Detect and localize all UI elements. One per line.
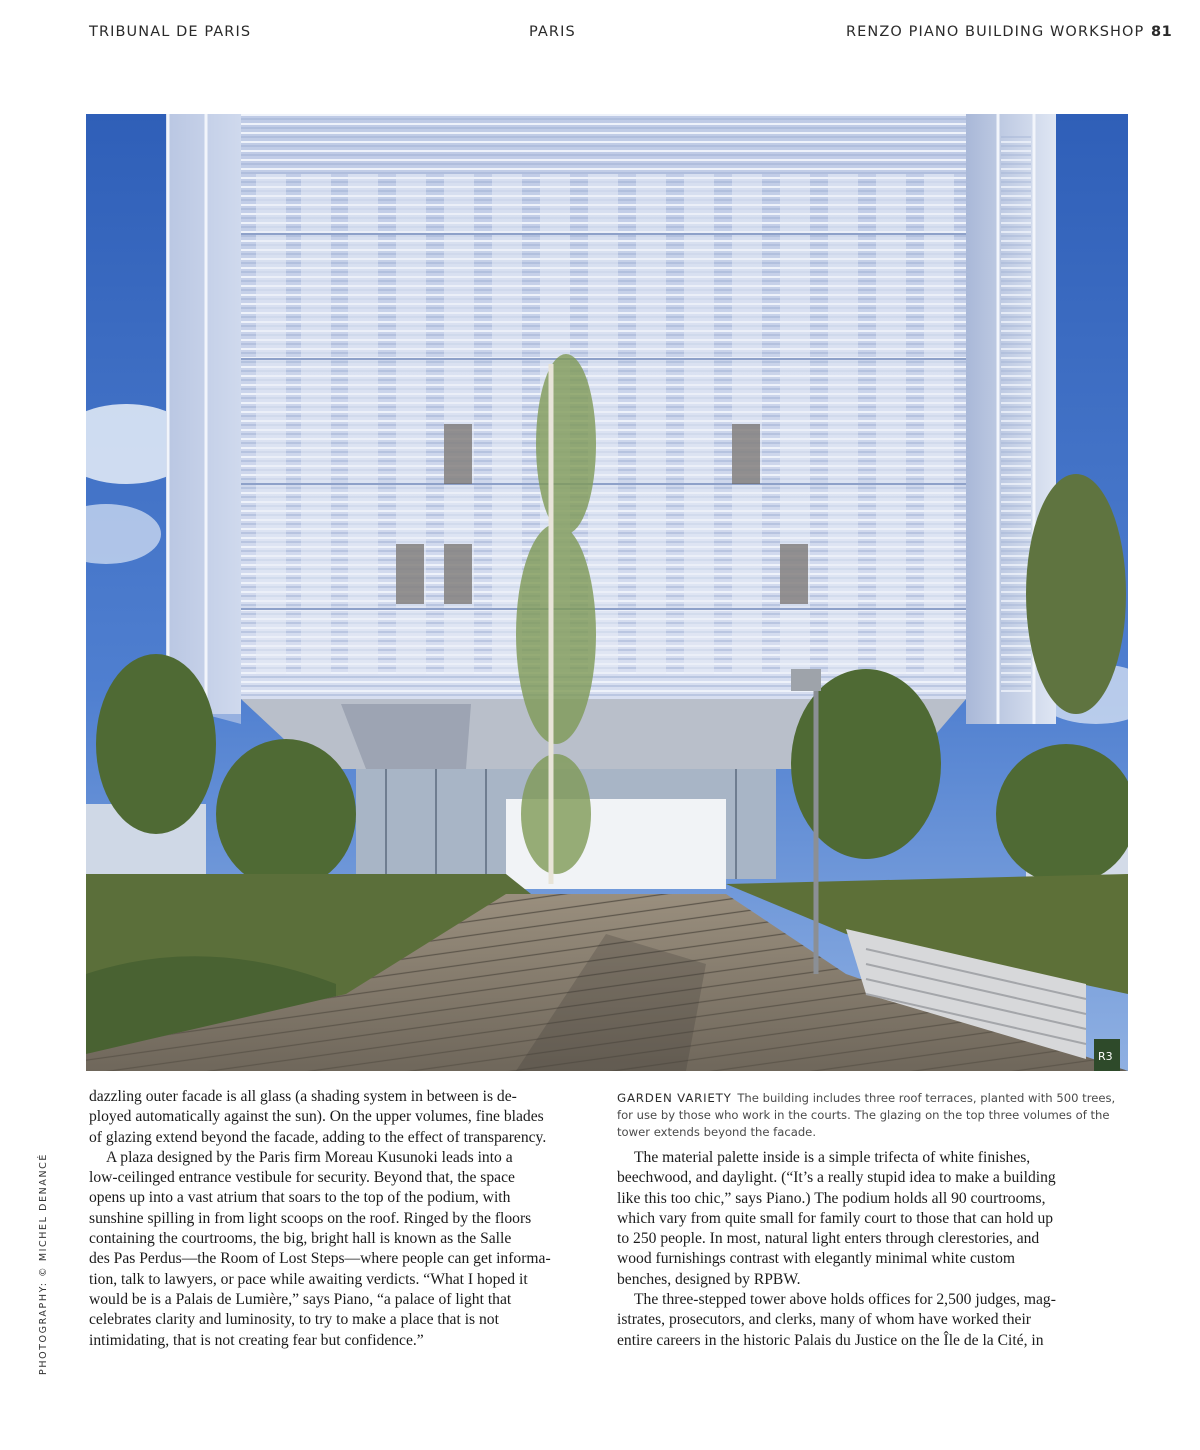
caption-line: [617, 1090, 1132, 1107]
paragraph: [617, 1148, 1132, 1290]
body-column-left: [89, 1087, 604, 1351]
text-line: The material palette inside is a simple trifecta of white finishes,: [634, 1149, 1031, 1166]
building-photograph: [86, 114, 1128, 1071]
text-line: entire careers in the historic Palais du Justice on the Île de la Cité, in: [617, 1331, 1044, 1349]
text-line: like this too chic,” says Piano.) The podium holds all 90 courtrooms,: [617, 1189, 1046, 1207]
caption-label: GARDEN VARIETY: [617, 1091, 732, 1105]
text-line: A plaza designed by the Paris firm Moreau Kusunoki leads into a: [106, 1148, 513, 1166]
photo-caption: [617, 1090, 1132, 1141]
text-line: intimidating, that is not creating fear but confidence.”: [89, 1331, 424, 1349]
text-line: benches, designed by RPBW.: [617, 1270, 801, 1288]
page-number: 81: [1151, 24, 1173, 40]
text-line: des Pas Perdus—the Room of Lost Steps—where people can get informa-: [89, 1250, 551, 1268]
body-column-right: [617, 1148, 1132, 1351]
caption-line: for use by those who work in the courts. The glazing on the top three volumes of the: [617, 1108, 1110, 1122]
paragraph: [617, 1290, 1132, 1351]
text-line: containing the courtrooms, the big, bright hall is known as the Salle: [89, 1230, 512, 1248]
text-line: would be is a Palais de Lumière,” says Piano, “a palace of light that: [89, 1290, 512, 1308]
text-line: opens up into a vast atrium that soars to the top of the podium, with: [89, 1189, 511, 1207]
text-line: of glazing extend beyond the facade, adding to the effect of transparency.: [89, 1128, 547, 1146]
text-line: celebrates clarity and luminosity, to try to make a place that is not: [89, 1311, 499, 1329]
text-line: istrates, prosecutors, and clerks, many of whom have worked their: [617, 1311, 1031, 1329]
photo-credit: PHOTOGRAPHY: © MICHEL DENANCÉ: [38, 1152, 49, 1375]
text-line: The three-stepped tower above holds offices for 2,500 judges, mag-: [634, 1291, 1056, 1309]
running-head-city: PARIS: [529, 24, 576, 40]
caption-line: tower extends beyond the facade.: [617, 1125, 817, 1139]
text-line: to 250 people. In most, natural light enters through clerestories, and: [617, 1230, 1040, 1248]
text-line: tion, talk to lawyers, or pace while awaiting verdicts. “What I hoped it: [89, 1270, 528, 1288]
text-line: beechwood, and daylight. (“It’s a really stupid idea to make a building: [617, 1169, 1056, 1187]
text-line: ployed automatically against the sun). On the upper volumes, fine blades: [89, 1108, 544, 1126]
paragraph: [89, 1087, 604, 1148]
running-head-publication: TRIBUNAL DE PARIS: [89, 24, 252, 40]
text-line: low-ceilinged entrance vestibule for security. Beyond that, the space: [89, 1169, 515, 1187]
text-line: which vary from quite small for family court to those that can hold up: [617, 1209, 1054, 1227]
running-head-architect: RENZO PIANO BUILDING WORKSHOP: [846, 24, 1145, 40]
svg-text:R3: R3: [1098, 1050, 1113, 1063]
caption-text: The building includes three roof terraces, planted with 500 trees,: [737, 1091, 1116, 1105]
paragraph: [89, 1148, 604, 1351]
text-line: wood furnishings contrast with elegantly minimal white custom: [617, 1250, 1016, 1268]
text-line: dazzling outer facade is all glass (a shading system in between is de-: [89, 1088, 517, 1105]
text-line: sunshine spilling in from light scoops on the roof. Ringed by the floors: [89, 1209, 532, 1227]
